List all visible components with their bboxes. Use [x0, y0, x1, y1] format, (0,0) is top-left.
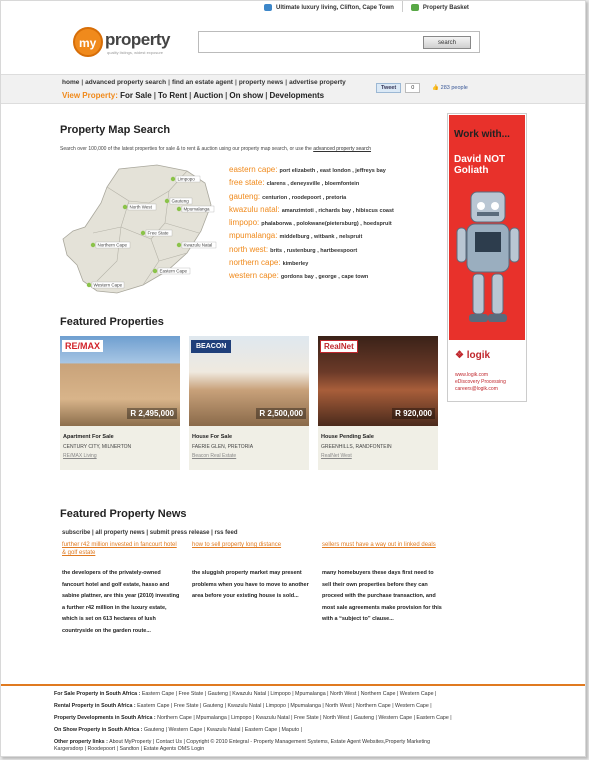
basket-icon: [411, 4, 419, 11]
news-title: Featured Property News: [60, 508, 187, 520]
map-search-title: Property Map Search: [60, 124, 171, 136]
map-label-kwazulu-natal: Kwazulu Natal: [183, 242, 213, 248]
region-mpumalanga: [229, 231, 444, 240]
property-price: R 2,495,000: [127, 408, 177, 419]
footer-rental-links[interactable]: Eastern Cape | Free State | Gauteng | Kwazulu Natal | Limpopo | Mpumalanga | North West | Northern Cape | Western Cape |: [137, 703, 432, 709]
site-logo[interactable]: [73, 25, 183, 61]
map-label-eastern-cape: Eastern Cape: [159, 268, 188, 274]
map-pin-mpumalanga[interactable]: [177, 206, 214, 212]
news-item-title[interactable]: how to sell property long distance: [192, 542, 282, 548]
news-item-body: many homebuyers these days first need to sell their own properties before they can proceed with the purchase transaction, and most sale agreements make provision for this with a “subject to” clause...: [322, 570, 442, 622]
region-cities[interactable]: phalaborwa , polokwane(pietersburg) , hoedspruit: [261, 221, 392, 228]
map-label-gauteng: Gauteng: [171, 198, 189, 204]
realnet-logo: RealNet: [320, 340, 358, 353]
intro-text: Search over 100,000 of the latest properties for sale & to rent & auction using our property map search, or use the: [60, 146, 312, 152]
all-news-link[interactable]: all property news: [95, 530, 145, 536]
property-location: GREENHILLS, RANDFONTEIN: [321, 444, 392, 450]
map-label-western-cape: Western Cape: [93, 282, 123, 288]
region-name[interactable]: western cape:: [229, 271, 279, 281]
rss-link[interactable]: rss feed: [214, 530, 238, 536]
region-northern-cape: [229, 258, 444, 267]
region-cities[interactable]: clarens , deneysville , bloemfontein: [266, 181, 360, 188]
footer-show-label: On Show Property in South Africa :: [54, 727, 143, 733]
search-input[interactable]: [203, 36, 413, 49]
footer-other: [54, 739, 430, 745]
region-cities[interactable]: middelburg , witbank , nelspruit: [279, 234, 363, 241]
footer-other-2: [54, 746, 204, 752]
region-name[interactable]: gauteng:: [229, 191, 261, 201]
beacon-logo: BEACON: [191, 340, 231, 353]
region-cities[interactable]: port elizabeth , east london , jeffreys bay: [279, 168, 386, 174]
region-western-cape: [229, 271, 444, 280]
property-type: House Pending Sale: [321, 434, 374, 440]
property-type: House For Sale: [192, 434, 233, 440]
social-bar: [376, 83, 468, 93]
region-cities[interactable]: gordons bay , george , cape town: [280, 274, 369, 281]
region-name[interactable]: north west:: [229, 244, 269, 254]
logik-advertisement[interactable]: [447, 113, 527, 402]
property-card[interactable]: [189, 336, 309, 470]
region-cities[interactable]: centurion , roodepoort , pretoria: [262, 194, 347, 201]
footer-rental-label: Rental Property in South Africa :: [54, 703, 136, 709]
map-pin-eastern-cape[interactable]: [153, 268, 190, 274]
map-label-north-west: North West: [129, 204, 152, 210]
news-item-title[interactable]: further r42 million invested in fancourt hotel & golf estate: [62, 542, 177, 556]
main-nav: home | advanced property search | find an estate agent | property news | advertise property: [62, 79, 346, 86]
nav-advanced-search[interactable]: advanced property search: [85, 79, 167, 86]
ad-contact: [455, 372, 506, 393]
featured-properties-title: Featured Properties: [60, 316, 164, 328]
property-card[interactable]: [318, 336, 438, 470]
property-agent-link[interactable]: Beacon Real Estate: [192, 453, 237, 459]
footer-for-sale: [54, 691, 436, 697]
nav-band: [1, 74, 586, 104]
nav-find-agent[interactable]: find an estate agent: [171, 79, 233, 86]
region-name[interactable]: kwazulu natal:: [229, 204, 280, 214]
nav-for-sale[interactable]: For Sale: [120, 91, 152, 100]
logo-my: my: [79, 36, 97, 50]
nav-advertise[interactable]: advertise property: [289, 79, 346, 86]
nav-property-news[interactable]: property news: [238, 79, 284, 86]
region-gauteng: [229, 192, 444, 201]
region-cities[interactable]: amanzimtoti , richards bay , hibiscus coast: [281, 207, 394, 214]
map-search-intro: [60, 146, 371, 152]
news-links: subscribe | all property news | submit press release | rss feed: [62, 530, 238, 536]
footer-show-links[interactable]: Gauteng | Western Cape | Kwazulu Natal | Eastern Cape | Maputo |: [143, 727, 302, 733]
property-price: R 920,000: [392, 408, 435, 419]
nav-developments[interactable]: Developments: [269, 91, 325, 100]
region-name[interactable]: northern cape:: [229, 258, 281, 268]
region-cities[interactable]: brits , rustenburg , hartbeespoort: [270, 247, 358, 254]
tweet-button[interactable]: Tweet: [376, 83, 401, 93]
news-item: [322, 541, 442, 637]
logo-circle: [73, 27, 103, 57]
basket-label: Property Basket: [422, 4, 469, 11]
search-button[interactable]: search: [423, 36, 471, 49]
advanced-search-link[interactable]: advanced property search: [313, 146, 372, 152]
map-pin-western-cape[interactable]: [87, 282, 124, 288]
news-item-title[interactable]: sellers must have a way out in linked deals: [322, 542, 436, 548]
map-label-limpopo: Limpopo: [177, 176, 195, 182]
footer-for-sale-label: For Sale Property in South Africa :: [54, 691, 141, 697]
nav-on-show[interactable]: On show: [229, 91, 264, 100]
top-bar: [256, 1, 477, 12]
property-agent-link[interactable]: RealNet West: [321, 453, 352, 459]
region-north-west: [229, 245, 444, 254]
subscribe-link[interactable]: subscribe: [62, 530, 91, 536]
footer-dev-label: Property Developments in South Africa :: [54, 715, 156, 721]
remax-logo: RE/MAX: [62, 340, 103, 352]
region-name[interactable]: eastern cape:: [229, 165, 278, 174]
region-name[interactable]: mpumalanga:: [229, 231, 278, 241]
view-property-nav: View Property: For Sale | To Rent | Auction | On show | Developments: [62, 91, 325, 100]
map-label-northern-cape: Northern Cape: [97, 242, 128, 248]
logik-brand: logik: [466, 350, 491, 361]
view-property-label: View Property:: [62, 91, 118, 100]
logik-logo: [455, 350, 490, 361]
region-kwazulu-natal: [229, 205, 444, 214]
footer-developments: [54, 715, 452, 721]
region-name[interactable]: limpopo:: [229, 218, 260, 228]
ad-banner: [449, 115, 525, 340]
news-item: [62, 541, 182, 637]
property-type: Apartment For Sale: [63, 434, 114, 440]
footer-on-show: [54, 727, 302, 733]
footer-other-label: Other property links :: [54, 739, 108, 745]
ad-headline-1: Work with...: [454, 129, 510, 140]
nav-to-rent[interactable]: To Rent: [157, 91, 188, 100]
region-cities[interactable]: kimberley: [282, 261, 309, 268]
ad-url: www.logik.com: [455, 372, 489, 378]
map-label-free-state: Free State: [147, 230, 169, 236]
south-africa-map[interactable]: [59, 161, 221, 299]
property-agent-link[interactable]: RE/MAX Living: [63, 453, 97, 459]
logo-tagline: quality listings, widest exposure: [107, 50, 164, 55]
region-eastern-cape: [229, 165, 444, 174]
nav-auction[interactable]: Auction: [193, 91, 224, 100]
news-item: [192, 541, 312, 637]
property-location: FAERIE GLEN, PRETORIA: [192, 444, 254, 450]
facebook-like[interactable]: [432, 85, 468, 91]
promo-label: Ultimate luxury living, Clifton, Cape Town: [276, 4, 394, 11]
nav-home[interactable]: home: [62, 79, 80, 86]
region-free-state: [229, 178, 444, 187]
property-price: R 2,500,000: [256, 408, 306, 419]
footer-other-links-2[interactable]: Kargersdorp | Roodepoort | Sandton | Estate Agents OMS Login: [54, 746, 205, 752]
footer-other-links[interactable]: About MyProperty | Contact Us | Copyright © 2010 Entegral - Property Management Systems, Estate Agent Websites,Property Marketing: [109, 739, 431, 745]
property-basket-link[interactable]: [403, 1, 477, 12]
region-list: [229, 165, 444, 285]
footer-rental: [54, 703, 432, 709]
footer-for-sale-links[interactable]: Eastern Cape | Free State | Gauteng | Kwazulu Natal | Limpopo | Mpumalanga | North West | Northern Cape | Western Cape |: [141, 691, 437, 697]
property-location: CENTURY CITY, MILNERTON: [63, 444, 132, 450]
news-item-body: the developers of the privately-owned fancourt hotel and golf estate, hasso and sabine plattner, are this year (2010) investing a further r42 million in the luxury estate, which is set on 613 hectares of lush countryside on the garden route...: [62, 570, 180, 634]
footer: [1, 684, 586, 757]
map-pin-kwazulu-natal[interactable]: [177, 242, 216, 248]
region-limpopo: [229, 218, 444, 227]
footer-dev-links[interactable]: Northern Cape | Mpumalanga | Limpopo | Kwazulu Natal | Free State | North West | Gauteng | Western Cape | Eastern Cape |: [157, 715, 452, 721]
thumbs-up-icon: 👍: [432, 85, 440, 91]
property-card[interactable]: [60, 336, 180, 470]
map-label-mpumalanga: Mpumalanga: [183, 206, 210, 212]
news-item-body: the sluggish property market may present problems when you have to move to another area before your existing house is sold...: [192, 570, 309, 599]
ad-email: careers@logik.com: [455, 386, 498, 392]
region-name[interactable]: free state:: [229, 178, 265, 188]
search-box: [198, 31, 480, 53]
news-list: [62, 541, 442, 637]
fb-count: 283 people: [440, 85, 468, 91]
tweet-count: 0: [405, 83, 420, 93]
submit-press-link[interactable]: submit press release: [149, 530, 210, 536]
robot-illustration-icon: [453, 190, 523, 340]
promo-link[interactable]: [256, 1, 403, 12]
map-pin-northern-cape[interactable]: [91, 242, 130, 248]
logik-mark-icon: ❖: [455, 350, 464, 361]
featured-properties: [60, 336, 438, 470]
globe-icon: [264, 4, 272, 11]
ad-headline-2: David NOT Goliath: [454, 154, 506, 176]
logo-word: property: [105, 30, 170, 49]
ad-service: eDiscovery Processing: [455, 379, 506, 385]
